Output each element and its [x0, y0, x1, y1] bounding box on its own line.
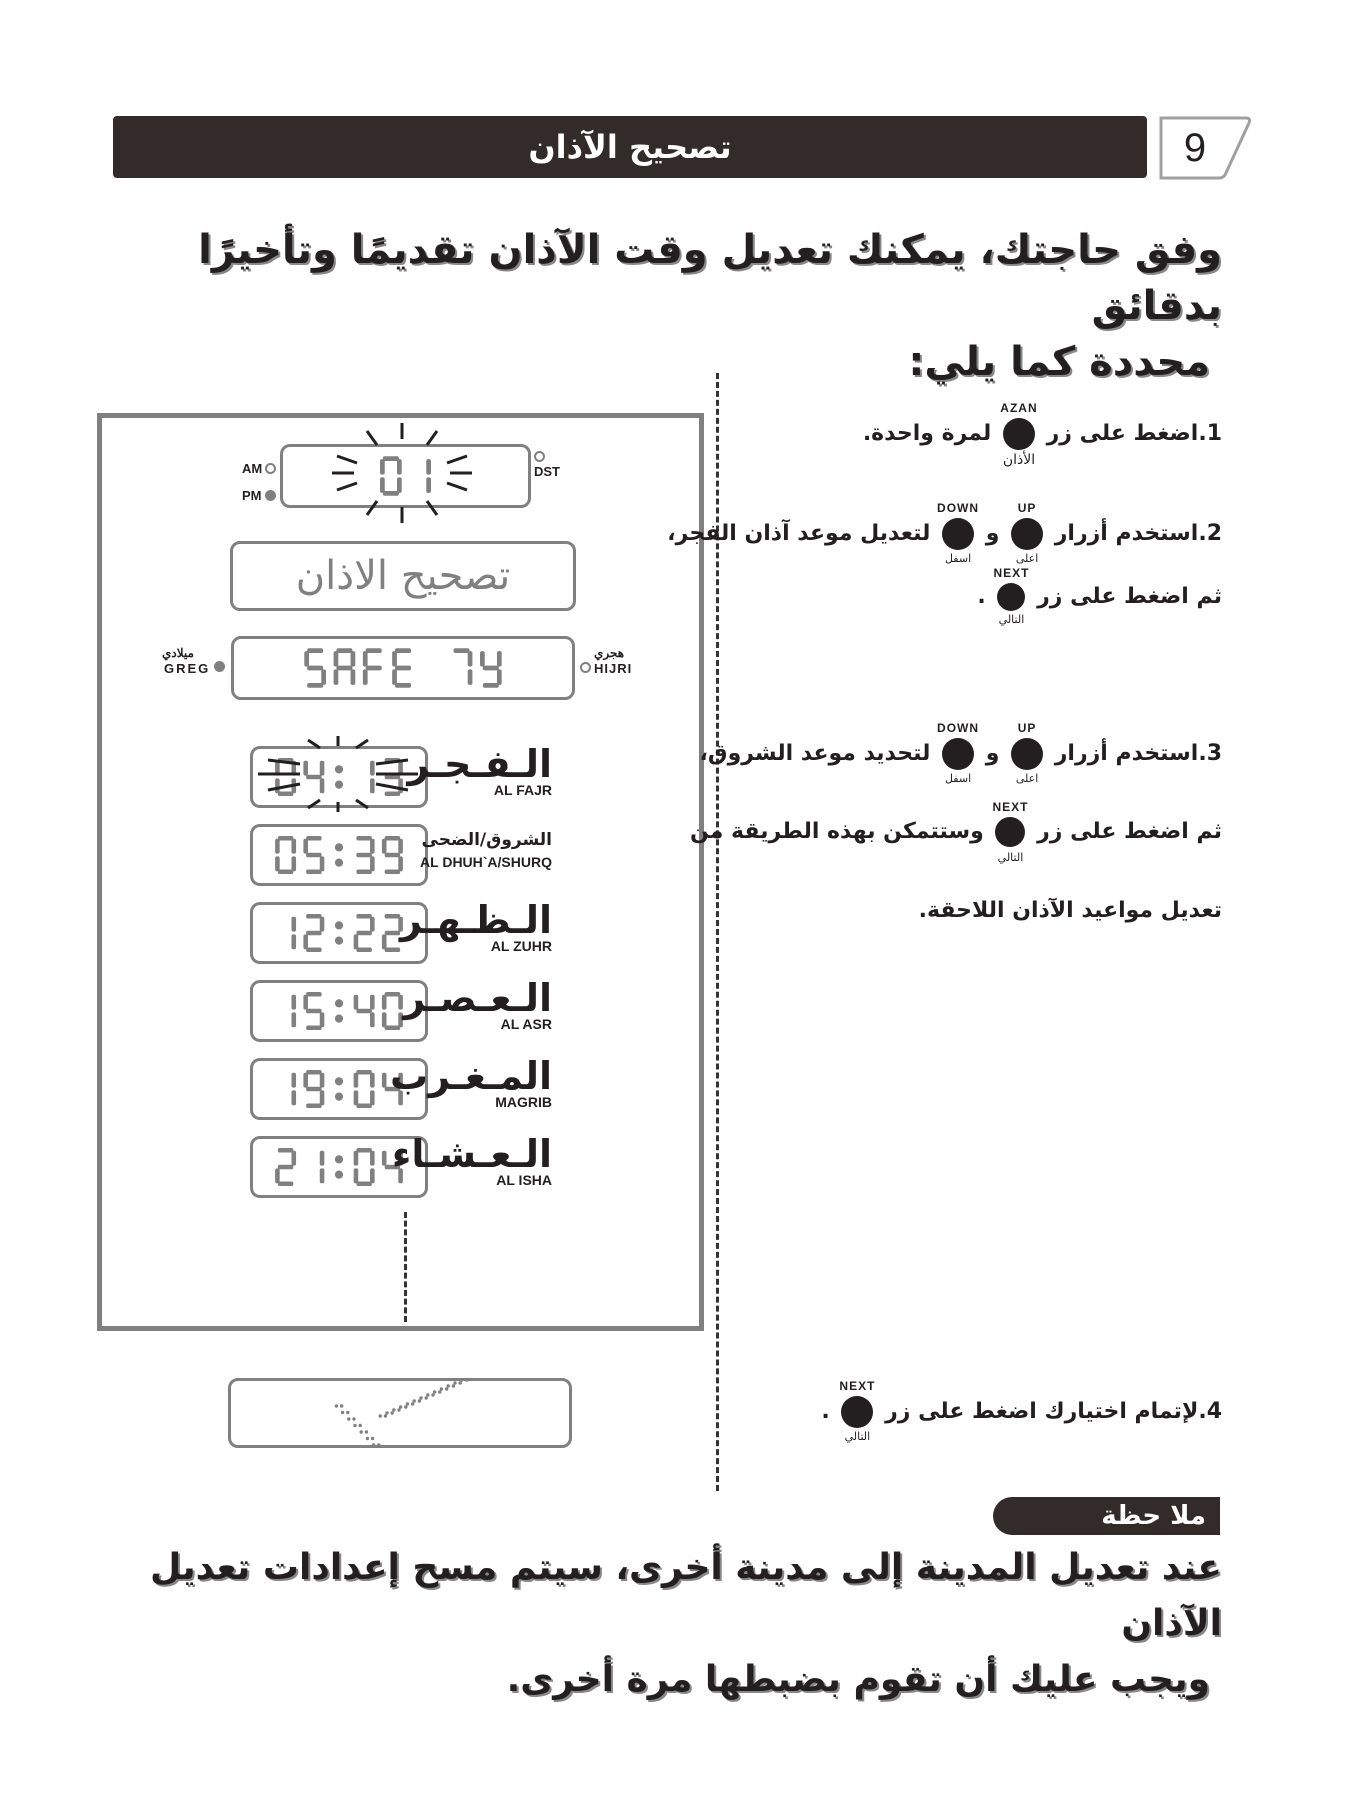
lcd-digit [354, 995, 375, 1028]
lcd-digit [454, 648, 473, 685]
colon-dot [335, 843, 343, 851]
up-button-label: UP [1017, 501, 1037, 515]
colon-dot [335, 1015, 343, 1023]
intro-paragraph [122, 222, 1222, 390]
next-button-label: NEXT [992, 800, 1029, 814]
blink-rays-icon [248, 736, 428, 812]
hijri-label: HIJRI [594, 661, 633, 676]
page-number: 9 [1183, 126, 1207, 170]
step-3-text: 3.استخدم أزرار [1054, 741, 1222, 766]
pm-label: PM [242, 488, 262, 503]
colon-dot [335, 999, 343, 1007]
step-4-text-end: . [821, 1399, 830, 1424]
colon-dot [335, 1077, 343, 1085]
greg-ar-label: ميلادي [162, 646, 194, 660]
lcd-digit [354, 1070, 375, 1108]
step-1-text: 1.اضغط على زر [1046, 421, 1222, 446]
lcd-digit [291, 917, 296, 950]
next-button-icon [839, 1379, 876, 1443]
mode-lcd [230, 541, 576, 611]
intro-line-2: محددة كما يلي: [908, 339, 1210, 385]
section-header-bar [113, 116, 1147, 178]
prayer-time-lcd [250, 980, 428, 1042]
prayer-name-en: AL ZUHR [490, 938, 552, 954]
am-label: AM [242, 461, 263, 476]
note-paragraph [82, 1540, 1222, 1708]
lcd-digit [303, 992, 324, 1030]
date-lcd-digits [234, 639, 572, 697]
lcd-digit [304, 648, 326, 687]
colon-dot [335, 1171, 343, 1179]
azan-button-icon [1000, 401, 1038, 468]
lcd-digit [334, 648, 356, 685]
step-2-line2-text: ثم اضغط على زر [1037, 584, 1222, 609]
next-button-icon [993, 566, 1030, 626]
prayer-name-ar: الـعـصـر [403, 976, 552, 1020]
greg-label: GREG [164, 661, 211, 676]
up-button-ar-label: اعلى [1015, 772, 1039, 785]
lcd-digit [480, 651, 502, 688]
hijri-ar-label: هجري [594, 646, 625, 660]
colon-dot [335, 921, 343, 929]
step-3 [699, 721, 1222, 785]
lcd-digit [382, 836, 403, 874]
prayer-name-ar: الـعـشـاء [391, 1132, 552, 1176]
step-1-text-end: لمرة واحدة. [862, 421, 992, 446]
step-4 [821, 1379, 1222, 1443]
greg-indicator [214, 661, 225, 672]
colon-dot [335, 1155, 343, 1163]
step-4-text: 4.لإتمام اختيارك اضغط على زر [885, 1399, 1222, 1424]
step-3-and: و [985, 741, 1000, 766]
prayer-name-en: AL FAJR [493, 782, 552, 798]
lcd-digit [320, 1151, 325, 1184]
colon-dot [335, 937, 343, 945]
azan-button-label: AZAN [1000, 401, 1038, 415]
lcd-digit [356, 836, 374, 874]
lcd-digit [303, 914, 324, 952]
step-3-text-end: لتحديد موعد الشروق، [699, 741, 931, 766]
lcd-digit [354, 1148, 375, 1186]
mode-lcd-text: تصحيح الاذان [295, 553, 511, 599]
section-title: تصحيح الآذان [528, 128, 732, 166]
step-2-text: 2.استخدم أزرار [1054, 521, 1222, 546]
step-2-line2-end: . [977, 584, 986, 609]
step-2-text-end: لتعديل موعد آذان الفجر، [667, 521, 931, 546]
down-button-label: DOWN [937, 501, 980, 515]
clock-display-panel [97, 413, 704, 1331]
lcd-digit [392, 648, 411, 687]
lcd-digit [291, 995, 296, 1028]
next-button-label: NEXT [839, 1379, 876, 1393]
intro-line-1: وفق حاجتك، يمكنك تعديل وقت الآذان تقديمًا وتأخيرًا بدقائق [198, 227, 1222, 329]
prayer-name-ar: الـظـهـر [400, 898, 552, 942]
down-button-icon [937, 721, 980, 785]
prayer-name-en: AL DHUH`A/SHURQ [420, 854, 552, 870]
lcd-digit [291, 1073, 296, 1106]
next-button-ar-label: التالي [997, 851, 1024, 864]
lcd-digit [275, 1148, 296, 1186]
lcd-digit [382, 992, 403, 1030]
checkmark-icon [231, 1381, 569, 1445]
note-line-1: عند تعديل المدينة إلى مدينة أخرى، سيتم مسح إعدادات تعديل الآذان [150, 1547, 1222, 1644]
down-button-ar-label: اسفل [944, 772, 972, 785]
colon-dot [335, 1093, 343, 1101]
step-3-line-2 [689, 800, 1222, 864]
next-button-icon [992, 800, 1029, 864]
down-button-label: DOWN [937, 721, 980, 735]
lcd-digit [363, 648, 382, 685]
prayer-time-digits [253, 983, 425, 1039]
lcd-digit [275, 836, 296, 874]
colon-dot [335, 859, 343, 867]
prayer-name-ar: المـغـرب [389, 1054, 552, 1098]
up-button-icon [1011, 721, 1043, 785]
up-button-icon [1011, 501, 1043, 565]
lcd-digit [354, 914, 375, 952]
step-2-and: و [985, 521, 1000, 546]
step-1 [862, 401, 1222, 468]
down-button-icon [937, 501, 980, 565]
connector-line [404, 1212, 407, 1322]
prayer-name-en: AL ASR [500, 1016, 552, 1032]
prayer-name-en: AL ISHA [496, 1172, 552, 1188]
prayer-time-lcd [250, 824, 428, 886]
dst-label: DST [534, 464, 560, 479]
up-button-label: UP [1017, 721, 1037, 735]
step-2 [667, 501, 1222, 565]
next-button-ar-label: التالي [998, 613, 1025, 626]
prayer-name-en: MAGRIB [495, 1094, 552, 1110]
next-button-ar-label: التالي [844, 1430, 871, 1443]
azan-button-ar-label: الأذان [1002, 452, 1036, 468]
step-2-line-2 [977, 566, 1222, 626]
hijri-indicator [580, 662, 591, 673]
up-button-ar-label: اعلى [1015, 552, 1039, 565]
prayer-time-digits [253, 827, 425, 883]
note-line-2: ويجب عليك أن تقوم بضبطها مرة أخرى. [506, 1659, 1210, 1700]
confirm-lcd [228, 1378, 572, 1448]
step-3-line2-end: وستتمكن بهذه الطريقة من [689, 819, 984, 844]
prayer-name-ar: الشروق/الضحى [421, 830, 552, 850]
dst-indicator [534, 451, 545, 462]
down-button-ar-label: اسفل [944, 552, 972, 565]
step-3-line2-text: ثم اضغط على زر [1037, 819, 1222, 844]
prayer-name-ar: الـفـجـر [407, 742, 552, 786]
note-label: ملا حظة [993, 1497, 1220, 1535]
step-3-line-3: تعديل مواعيد الآذان اللاحقة. [918, 898, 1222, 923]
lcd-digit [303, 836, 324, 874]
date-lcd [231, 636, 575, 700]
lcd-digit [303, 1070, 324, 1108]
next-button-label: NEXT [993, 566, 1030, 580]
blink-rays-icon [272, 423, 532, 523]
